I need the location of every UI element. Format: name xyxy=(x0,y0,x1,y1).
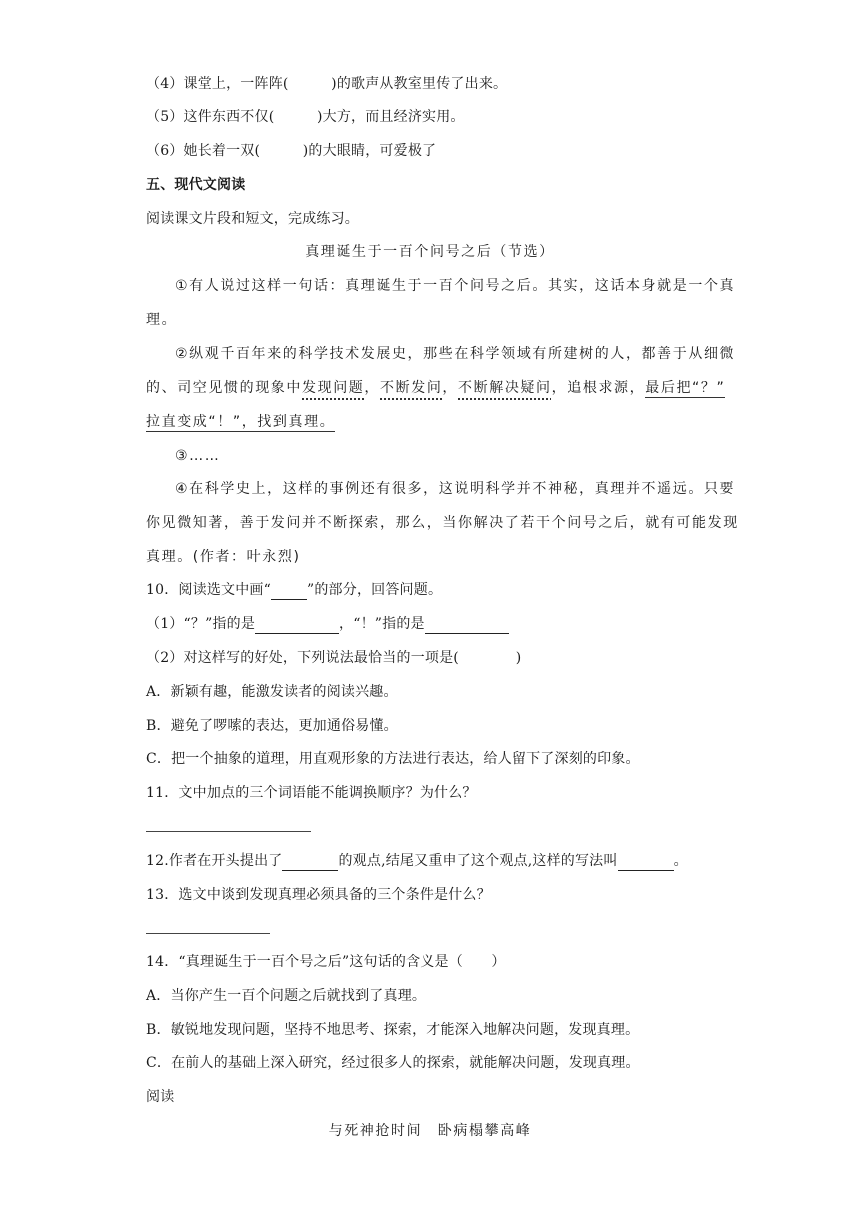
item-q5: （5）这件东西不仅( )大方，而且经济实用。 xyxy=(146,109,465,125)
passage-p2-line2 xyxy=(146,378,725,398)
question-10-1 xyxy=(146,614,509,634)
question-10-2: （2）对这样写的好处，下列说法最恰当的一项是( ) xyxy=(146,650,522,666)
passage-p2-text: 的、司空见惯的现象中 xyxy=(146,380,302,396)
punct: ，追根求源， xyxy=(551,380,646,396)
q14-option-b: B．敏锐地发现问题，坚持不地思考、探索，才能深入地解决问题，发现真理。 xyxy=(146,1022,640,1038)
question-11: 11．文中加点的三个词语能不能调换顺序？为什么？ xyxy=(146,785,477,801)
punct: ， xyxy=(364,380,381,396)
q12-text-a: 12.作者在开头提出了 xyxy=(146,853,283,869)
question-14: 14．“真理诞生于一百个号之后”这句话的含义是（ ） xyxy=(146,954,506,970)
q10-1-text-a: （1）“？”指的是 xyxy=(146,616,256,632)
reading-label: 阅读 xyxy=(146,1089,175,1105)
passage-title: 真理诞生于一百个问号之后（节选） xyxy=(305,244,555,260)
passage-p3: ③…… xyxy=(175,448,221,464)
q14-option-a: A．当你产生一百个问题之后就找到了真理。 xyxy=(146,988,427,1004)
q11-answer-line[interactable] xyxy=(146,831,311,832)
dotted-word-1: 发现问题 xyxy=(302,380,365,396)
q10-option-a: A．新颖有趣，能激发读者的阅读兴趣。 xyxy=(146,684,398,700)
q10-option-c: C．把一个抽象的道理，用直观形象的方法进行表达，给人留下了深刻的印象。 xyxy=(146,751,640,767)
passage-p4-line1: ④在科学史上，这样的事例还有很多，这说明科学并不神秘，真理并不遥远。只要 xyxy=(175,481,736,497)
passage-p1-line1: ①有人说过这样一句话：真理诞生于一百个问号之后。其实，这话本身就是一个真 xyxy=(175,278,736,294)
q12-text-b: 的观点,结尾又重申了这个观点,这样的写法叫 xyxy=(338,853,618,869)
q10-option-b: B．避免了啰嗦的表达，更加通俗易懂。 xyxy=(146,718,398,734)
passage-p2-line1: ②纵观千百年来的科学技术发展史，那些在科学领域有所建树的人，都善于从细微 xyxy=(175,346,736,362)
underlined-sentence-part2: 拉直变成“！”，找到真理。 xyxy=(146,414,336,430)
q10-text-pre: 10．阅读选文中画“ xyxy=(146,582,271,598)
answer-blank-question-mark[interactable] xyxy=(255,617,339,634)
passage-p1-line2: 理。 xyxy=(146,312,178,328)
dotted-word-3: 不断解决疑问 xyxy=(458,380,552,396)
item-q4: （4）课堂上，一阵阵( )的歌声从教室里传了出来。 xyxy=(146,76,508,92)
q13-answer-line[interactable] xyxy=(146,933,270,934)
dotted-word-2: 不断发问 xyxy=(380,380,443,396)
passage-p2-line3 xyxy=(146,412,335,432)
answer-blank-exclamation[interactable] xyxy=(425,617,509,634)
passage-p4-line2: 你见微知著，善于发问并不断探索，那么，当你解决了若干个问号之后，就有可能发现 xyxy=(146,515,739,531)
question-10 xyxy=(146,580,442,600)
underlined-sentence-part1: 最后把“？” xyxy=(645,380,726,396)
question-12 xyxy=(146,851,688,871)
section-instruction: 阅读课文片段和短文，完成练习。 xyxy=(146,211,359,227)
q14-option-c: C．在前人的基础上深入研究，经过很多人的探索，就能解决问题，发现真理。 xyxy=(146,1055,640,1071)
q12-answer-blank-1[interactable] xyxy=(282,854,338,871)
punct: ， xyxy=(442,380,459,396)
q10-text-post: ”的部分，回答问题。 xyxy=(306,582,443,598)
section-heading: 五、现代文阅读 xyxy=(146,177,246,193)
item-q6: （6）她长着一双( )的大眼睛，可爱极了 xyxy=(146,143,437,159)
q12-answer-blank-2[interactable] xyxy=(618,854,674,871)
q12-text-c: 。 xyxy=(673,853,688,869)
question-13: 13．选文中谈到发现真理必须具备的三个条件是什么？ xyxy=(146,887,491,903)
passage-p4-line3: 真理。(作者：叶永烈) xyxy=(146,549,301,565)
next-passage-title: 与死神抢时间 卧病榻攀高峰 xyxy=(328,1123,532,1139)
q10-underline-sample xyxy=(271,583,307,600)
q10-1-text-b: ，“！”指的是 xyxy=(339,616,425,632)
